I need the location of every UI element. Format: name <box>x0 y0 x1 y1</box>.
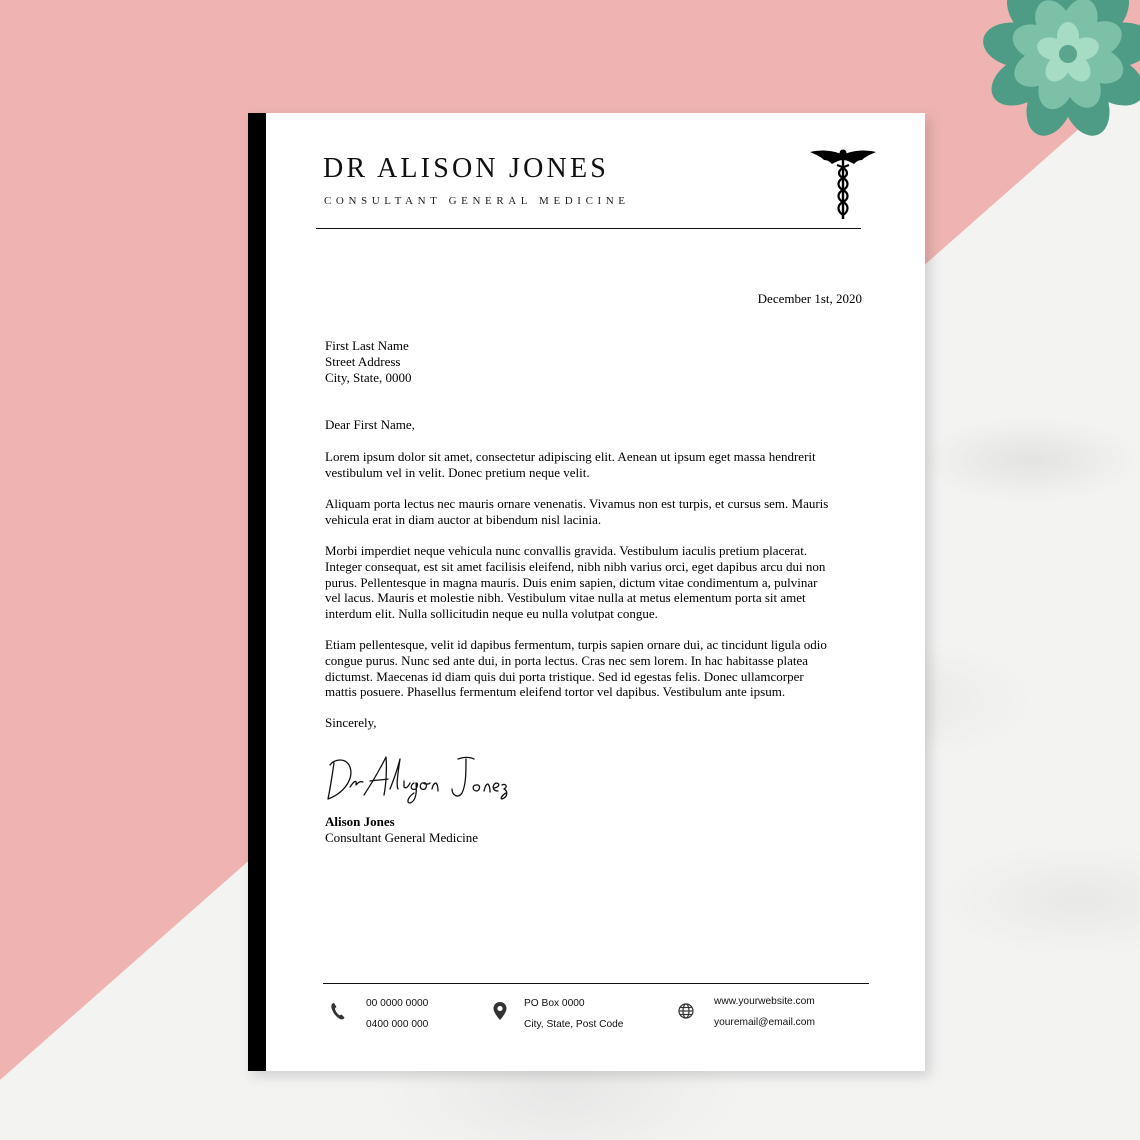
letterhead-sheet <box>248 113 925 1071</box>
address-line-2: City, State, Post Code <box>524 1019 624 1030</box>
greeting: Dear First Name, <box>325 417 415 432</box>
phone-icon <box>330 1001 346 1021</box>
paragraph-line: Morbi imperdiet neque vehicula nunc convallis gravida. Vestibulum iaculis pretium placerat. <box>325 543 808 558</box>
phone-line-2: 0400 000 000 <box>366 1019 429 1030</box>
paragraph-1 <box>325 449 865 481</box>
signer-title: Consultant General Medicine <box>325 830 479 845</box>
paragraph-2 <box>325 496 865 528</box>
signer-name: Alison Jones <box>325 814 395 829</box>
phone-line-1: 00 0000 0000 <box>366 998 429 1009</box>
handwritten-signature <box>324 749 514 805</box>
paragraph-3 <box>325 543 865 622</box>
header-divider <box>316 228 861 229</box>
paragraph-line: vel lacus. Mauris et molestie nibh. Vestibulum vitae nulla at metus elementum porta sit amet <box>325 590 806 606</box>
paragraph-line: interdum elit. Nulla sollicitudin neque eu nulla volutpat congue. <box>325 606 658 622</box>
caduceus-icon <box>810 145 876 221</box>
left-accent-stripe <box>248 113 266 1071</box>
address-line-1: PO Box 0000 <box>524 998 585 1009</box>
paragraph-line: Aliquam porta lectus nec mauris ornare venenatis. Vivamus non est turpis, et cursus sem. Mauris <box>325 496 829 511</box>
paragraph-line: Lorem ipsum dolor sit amet, consectetur adipiscing elit. Aenean ut ipsum eget massa hendrerit <box>325 449 816 464</box>
email: youremail@email.com <box>714 1017 815 1028</box>
signer-block <box>325 814 478 846</box>
recipient-address <box>325 338 412 385</box>
paragraph-line: Integer consequat, est sit amet facilisis eleifend, nibh nibh varius orci, eget dapibus arcu dui non <box>325 558 826 574</box>
paragraph-line: vestibulum vel in velit. Donec pretium neque velit. <box>325 464 590 480</box>
website: www.yourwebsite.com <box>714 996 815 1007</box>
doctor-title: CONSULTANT GENERAL MEDICINE <box>324 195 630 207</box>
paragraph-line: Etiam pellentesque, velit id dapibus fermentum, turpis sapien ornare dui, ac tincidunt ligula odio <box>325 637 827 652</box>
succulent-plant <box>960 0 1140 164</box>
closing: Sincerely, <box>325 715 377 730</box>
paragraph-4 <box>325 637 865 700</box>
globe-icon <box>678 1001 694 1021</box>
paragraph-line: purus. Pellentesque in magna mauris. Duis enim sapien, dictum vitae condimentum a, pulvinar <box>325 574 818 590</box>
paragraph-line: congue purus. Nunc sed ante dui, in porta lectus. Cras nec sem lorem. In hac habitasse platea <box>325 652 809 668</box>
paragraph-line: vehicula erat in diam auctor at bibendum nisl lacinia. <box>325 511 602 527</box>
paragraph-line: dictumst. Maecenas id diam quis dui porta tristique. Sed id egestas felis. Donec ullamcorper <box>325 668 804 684</box>
recipient-name: First Last Name <box>325 338 409 353</box>
letter-date: December 1st, 2020 <box>757 291 862 306</box>
paragraph-line: mattis posuere. Phasellus fermentum eleifend tortor vel dapibus. Vestibulum ante ipsum. <box>325 684 786 700</box>
recipient-street: Street Address <box>325 353 401 369</box>
recipient-city: City, State, 0000 <box>325 369 412 385</box>
location-pin-icon <box>492 1001 508 1021</box>
footer-divider <box>323 983 869 984</box>
doctor-name: DR ALISON JONES <box>323 153 610 184</box>
